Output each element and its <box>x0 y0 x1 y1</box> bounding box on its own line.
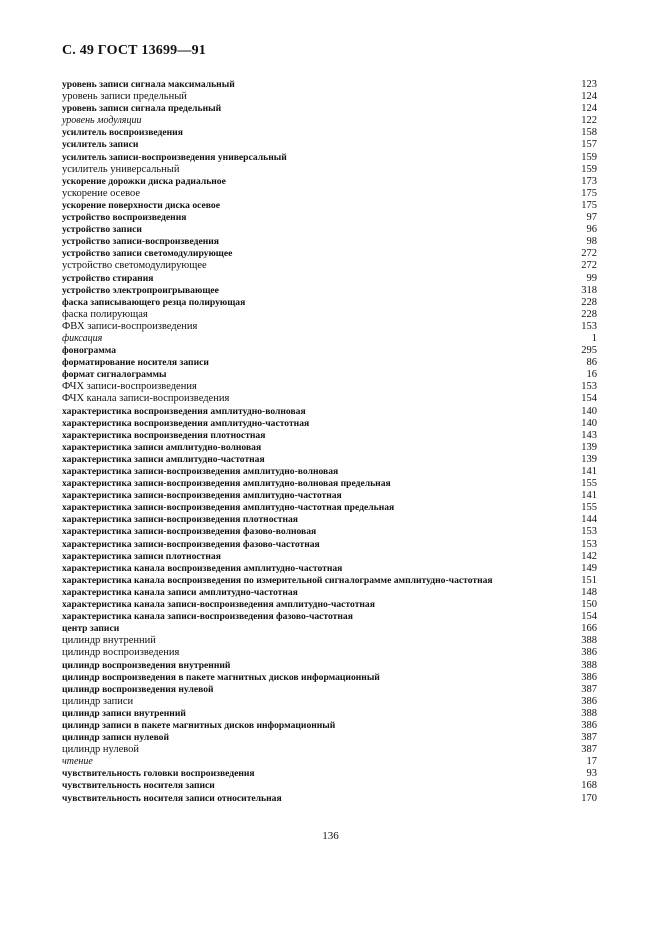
index-entry <box>62 393 597 405</box>
index-page-ref: 96 <box>586 224 597 236</box>
index-entry <box>62 103 597 115</box>
index-page-ref: 153 <box>581 526 597 538</box>
index-entry <box>62 780 597 792</box>
index-entry <box>62 672 597 684</box>
index-page-ref: 93 <box>586 768 597 780</box>
index-term: характеристика записи-воспроизведения фазово-волновая <box>62 526 317 538</box>
index-page-ref: 97 <box>586 212 597 224</box>
index-entry <box>62 539 597 551</box>
index-page-ref: 173 <box>581 175 597 187</box>
index-term: фонограмма <box>62 345 117 357</box>
index-term: усилитель записи-воспроизведения универсальный <box>62 151 287 163</box>
index-entry <box>62 321 597 333</box>
index-term: характеристика записи-воспроизведения амплитудно-частотная предельная <box>62 502 395 514</box>
index-term: фиксация <box>62 332 103 344</box>
index-entry <box>62 200 597 212</box>
term-index-list <box>62 79 597 805</box>
index-entry <box>62 260 597 272</box>
index-page-ref: 139 <box>581 453 597 465</box>
index-entry <box>62 273 597 285</box>
index-term: характеристика записи амплитудно-частотная <box>62 453 265 465</box>
index-entry <box>62 514 597 526</box>
index-entry <box>62 369 597 381</box>
index-entry <box>62 345 597 357</box>
index-entry <box>62 248 597 260</box>
index-page-ref: 141 <box>581 490 597 502</box>
index-page-ref: 144 <box>581 514 597 526</box>
index-term: характеристика записи-воспроизведения амплитудно-волновая <box>62 466 339 477</box>
index-term: уровень модуляции <box>62 115 142 127</box>
index-page-ref: 124 <box>581 91 597 103</box>
index-page-ref: 98 <box>586 236 597 248</box>
index-term: фаска записывающего резца полирующая <box>62 296 246 308</box>
index-page-ref: 123 <box>581 79 597 90</box>
index-term: характеристика канала воспроизведения по измерительной сигналограмме амплитудно-частотная <box>62 574 493 586</box>
index-entry <box>62 768 597 780</box>
index-page-ref: 86 <box>586 357 597 369</box>
index-page-ref: 140 <box>581 405 597 417</box>
index-term: характеристика воспроизведения амплитудно-волновая <box>62 405 306 417</box>
index-term: уровень записи предельный <box>62 91 187 103</box>
index-entry <box>62 575 597 587</box>
index-page-ref: 143 <box>581 429 597 441</box>
index-page-ref: 170 <box>581 792 597 804</box>
index-page-ref: 386 <box>581 719 597 731</box>
index-page-ref: 141 <box>581 466 597 477</box>
index-term: цилиндр воспроизведения <box>62 647 180 659</box>
index-term: цилиндр нулевой <box>62 744 139 756</box>
index-term: устройство электропроигрывающее <box>62 284 219 296</box>
index-entry <box>62 333 597 345</box>
index-term: цилиндр записи в пакете магнитных дисков информационный <box>62 719 336 731</box>
index-page-ref: 155 <box>581 502 597 514</box>
index-entry <box>62 91 597 103</box>
index-term: характеристика воспроизведения плотностная <box>62 429 266 441</box>
index-term: уровень записи сигнала предельный <box>62 103 222 115</box>
index-page-ref: 149 <box>581 562 597 574</box>
index-entry <box>62 212 597 224</box>
index-term: характеристика канала записи-воспроизведения фазово-частотная <box>62 611 353 623</box>
index-term: усилитель воспроизведения <box>62 127 183 139</box>
index-term: ФВХ записи-воспроизведения <box>62 320 198 332</box>
index-page-ref: 157 <box>581 139 597 151</box>
index-page-ref: 228 <box>581 308 597 320</box>
index-term: цилиндр записи <box>62 695 134 707</box>
index-page-ref: 168 <box>581 780 597 792</box>
index-term: фаска полирующая <box>62 308 148 320</box>
index-page-ref: 151 <box>581 574 597 586</box>
index-entry <box>62 551 597 563</box>
index-term: центр записи <box>62 623 120 635</box>
index-page-ref: 154 <box>581 611 597 623</box>
index-term: устройство записи <box>62 224 142 236</box>
index-term: ФЧХ записи-воспроизведения <box>62 381 197 393</box>
index-page-ref: 386 <box>581 695 597 707</box>
index-page-ref: 153 <box>581 538 597 550</box>
index-term: чувствительность носителя записи относительная <box>62 792 282 804</box>
index-entry <box>62 224 597 236</box>
index-entry <box>62 599 597 611</box>
index-term: уровень записи сигнала максимальный <box>62 79 235 90</box>
index-entry <box>62 357 597 369</box>
index-entry <box>62 176 597 188</box>
index-entry <box>62 623 597 635</box>
index-term: цилиндр записи внутренний <box>62 707 186 719</box>
index-entry <box>62 611 597 623</box>
index-entry <box>62 79 597 91</box>
index-page-ref: 139 <box>581 441 597 453</box>
index-entry <box>62 285 597 297</box>
index-entry <box>62 660 597 672</box>
index-entry <box>62 418 597 430</box>
index-term: ускорение дорожки диска радиальное <box>62 175 226 187</box>
index-entry <box>62 478 597 490</box>
index-term: чувствительность головки воспроизведения <box>62 768 255 780</box>
index-page-ref: 124 <box>581 103 597 115</box>
index-term: характеристика воспроизведения амплитудно-частотная <box>62 417 310 429</box>
index-page-ref: 154 <box>581 393 597 405</box>
index-entry <box>62 490 597 502</box>
index-entry <box>62 793 597 805</box>
index-entry <box>62 139 597 151</box>
index-entry <box>62 164 597 176</box>
page-header: С. 49 ГОСТ 13699—91 <box>62 43 206 58</box>
index-entry <box>62 442 597 454</box>
index-term: устройство воспроизведения <box>62 212 187 224</box>
index-entry <box>62 647 597 659</box>
index-term: ФЧХ канала записи-воспроизведения <box>62 393 230 405</box>
index-term: цилиндр внутренний <box>62 635 156 647</box>
index-entry <box>62 466 597 478</box>
index-entry <box>62 309 597 321</box>
index-term: характеристика записи-воспроизведения плотностная <box>62 514 298 526</box>
index-page-ref: 166 <box>581 623 597 635</box>
index-page-ref: 386 <box>581 671 597 683</box>
index-page-ref: 150 <box>581 599 597 611</box>
index-page-ref: 175 <box>581 199 597 211</box>
index-page-ref: 17 <box>586 756 597 768</box>
index-entry <box>62 115 597 127</box>
index-entry <box>62 720 597 732</box>
index-term: характеристика записи-воспроизведения амплитудно-волновая предельная <box>62 478 391 490</box>
index-entry <box>62 502 597 514</box>
index-entry <box>62 526 597 538</box>
index-page-ref: 142 <box>581 550 597 562</box>
index-entry <box>62 563 597 575</box>
index-term: характеристика канала записи амплитудно-частотная <box>62 586 298 598</box>
index-page-ref: 388 <box>581 659 597 671</box>
index-term: характеристика записи-воспроизведения фазово-частотная <box>62 538 320 550</box>
index-page-ref: 272 <box>581 248 597 260</box>
index-entry <box>62 696 597 708</box>
index-page-ref: 272 <box>581 260 597 272</box>
index-page-ref: 122 <box>581 115 597 127</box>
index-term: характеристика записи амплитудно-волновая <box>62 441 262 453</box>
index-entry <box>62 406 597 418</box>
index-page-ref: 159 <box>581 163 597 175</box>
index-term: усилитель записи <box>62 139 139 151</box>
index-term: устройство светомодулирующее <box>62 260 207 272</box>
index-page-ref: 158 <box>581 127 597 139</box>
index-page-ref: 387 <box>581 732 597 744</box>
index-entry <box>62 236 597 248</box>
index-page-ref: 387 <box>581 683 597 695</box>
index-term: форматирование носителя записи <box>62 357 209 369</box>
index-term: устройство записи светомодулирующее <box>62 248 233 260</box>
index-entry <box>62 454 597 466</box>
index-term: чтение <box>62 756 93 768</box>
index-entry <box>62 188 597 200</box>
index-entry <box>62 430 597 442</box>
index-term: устройство записи-воспроизведения <box>62 236 219 248</box>
index-entry <box>62 152 597 164</box>
index-term: цилиндр записи нулевой <box>62 732 170 744</box>
index-page-ref: 387 <box>581 744 597 756</box>
index-page-ref: 159 <box>581 151 597 163</box>
index-entry <box>62 744 597 756</box>
index-page-ref: 175 <box>581 187 597 199</box>
index-term: характеристика канала записи-воспроизведения амплитудно-частотная <box>62 599 375 611</box>
index-page-ref: 295 <box>581 345 597 357</box>
page-number: 136 <box>322 830 339 842</box>
index-page-ref: 388 <box>581 635 597 647</box>
index-term: устройство стирания <box>62 272 154 284</box>
index-term: ускорение осевое <box>62 187 141 199</box>
index-entry <box>62 732 597 744</box>
index-term: цилиндр воспроизведения нулевой <box>62 683 214 695</box>
index-entry <box>62 127 597 139</box>
index-term: характеристика записи плотностная <box>62 550 221 562</box>
index-page-ref: 148 <box>581 586 597 598</box>
index-page-ref: 16 <box>586 369 597 381</box>
index-entry <box>62 381 597 393</box>
index-term: цилиндр воспроизведения в пакете магнитных дисков информационный <box>62 671 380 683</box>
index-page-ref: 386 <box>581 647 597 659</box>
index-entry <box>62 708 597 720</box>
index-term: цилиндр воспроизведения внутренний <box>62 659 231 671</box>
index-entry <box>62 587 597 599</box>
index-term: формат сигналограммы <box>62 369 167 381</box>
index-page-ref: 140 <box>581 417 597 429</box>
index-page-ref: 153 <box>581 320 597 332</box>
index-page-ref: 228 <box>581 296 597 308</box>
index-entry <box>62 684 597 696</box>
index-entry <box>62 756 597 768</box>
index-page-ref: 153 <box>581 381 597 393</box>
index-term: характеристика канала воспроизведения амплитудно-частотная <box>62 562 343 574</box>
index-page-ref: 99 <box>586 272 597 284</box>
index-entry <box>62 635 597 647</box>
index-term: характеристика записи-воспроизведения амплитудно-частотная <box>62 490 342 502</box>
index-entry <box>62 297 597 309</box>
index-page-ref: 1 <box>591 332 597 344</box>
index-term: чувствительность носителя записи <box>62 780 215 792</box>
index-page-ref: 318 <box>581 284 597 296</box>
index-term: усилитель универсальный <box>62 163 180 175</box>
index-page-ref: 155 <box>581 478 597 490</box>
index-page-ref: 388 <box>581 707 597 719</box>
index-term: ускорение поверхности диска осевое <box>62 199 220 211</box>
